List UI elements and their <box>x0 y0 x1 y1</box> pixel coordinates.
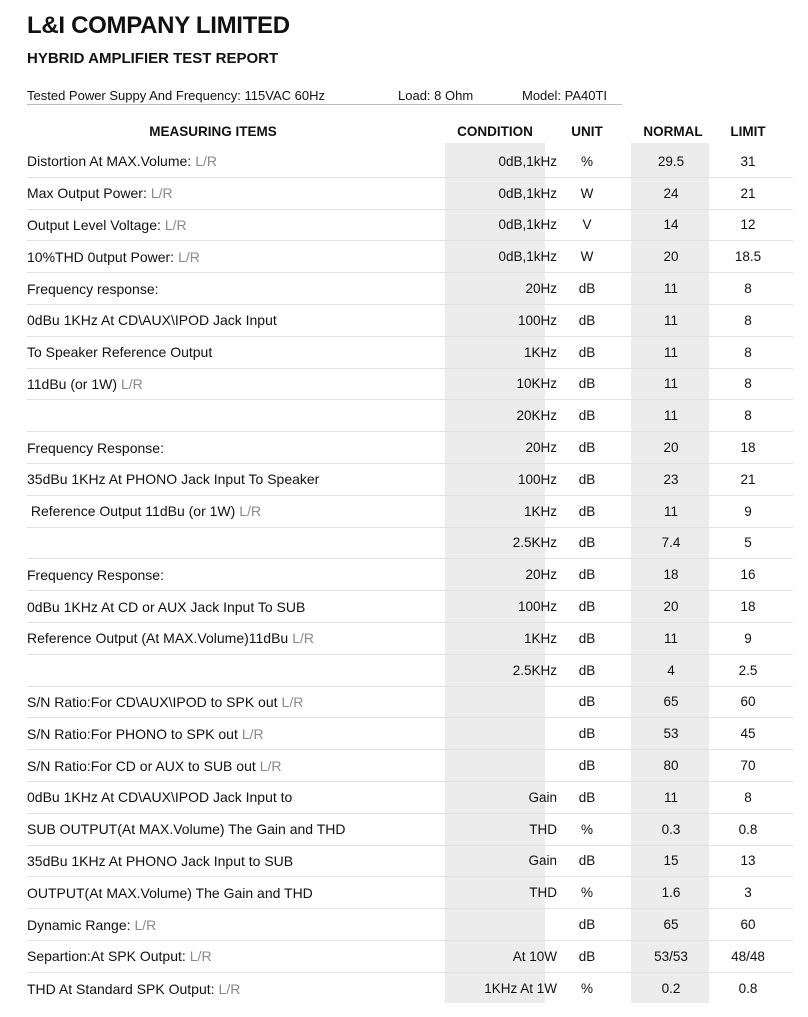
measuring-item-cell <box>27 846 445 877</box>
measuring-item-text: 11dBu (or 1W) <box>27 375 117 392</box>
table-row <box>27 146 793 178</box>
measuring-item-text: THD At Standard SPK Output: <box>27 980 215 997</box>
condition-cell <box>445 718 557 749</box>
condition-cell: 0dB,1kHz <box>498 217 557 233</box>
limit-value-cell: 9 <box>744 630 752 646</box>
limit-value-cell: 70 <box>740 758 756 774</box>
condition-cell <box>445 750 557 781</box>
condition-cell: 20KHz <box>516 408 557 424</box>
limit-value-cell: 18 <box>740 440 756 456</box>
unit-cell: dB <box>578 599 596 615</box>
unit-cell: dB <box>578 440 596 456</box>
limit-value-cell: 9 <box>744 503 752 519</box>
measuring-item-text: 35dBu 1KHz At PHONO Jack Input to SUB <box>27 852 294 869</box>
measuring-item-cell <box>27 559 445 590</box>
normal-value-cell: 11 <box>663 376 678 392</box>
normal-value-cell: 65 <box>663 694 679 710</box>
channel-lr-label: L/R <box>121 375 143 392</box>
measuring-item-cell <box>27 909 445 940</box>
normal-value-cell: 11 <box>663 789 678 805</box>
unit-cell: % <box>580 885 593 901</box>
limit-value-cell: 8 <box>744 281 752 297</box>
normal-value-cell: 20 <box>663 249 679 265</box>
normal-value-cell: 11 <box>663 312 678 328</box>
condition-cell <box>445 687 557 718</box>
measuring-item-text: Frequency Response: <box>27 439 164 456</box>
condition-cell <box>445 909 557 940</box>
measuring-item-text: To Speaker Reference Output <box>27 344 213 361</box>
measuring-item-cell <box>27 464 445 495</box>
limit-value-cell: 13 <box>740 853 756 869</box>
channel-lr-label: L/R <box>239 503 262 520</box>
measuring-item-cell <box>27 210 445 241</box>
header-limit: LIMIT <box>730 124 766 139</box>
measuring-item-cell <box>27 750 445 781</box>
channel-lr-label: L/R <box>241 725 264 742</box>
limit-value-cell: 18 <box>740 599 756 615</box>
normal-value-cell: 20 <box>663 440 679 456</box>
condition-cell: 0dB,1kHz <box>498 249 557 265</box>
normal-value-cell: 0.3 <box>661 821 681 837</box>
normal-value-cell: 7.4 <box>661 535 681 551</box>
channel-lr-label: L/R <box>292 630 315 647</box>
table-row <box>27 559 793 591</box>
limit-value-cell: 21 <box>740 185 756 201</box>
model-value: Model: PA40TI <box>522 88 608 103</box>
measuring-item-cell <box>27 496 445 527</box>
limit-value-cell: 8 <box>744 789 752 805</box>
table-row <box>27 337 793 369</box>
measuring-item-text: Distortion At MAX.Volume: <box>27 153 192 170</box>
unit-cell: dB <box>578 344 596 360</box>
measuring-item-cell <box>27 941 445 972</box>
table-row <box>27 369 793 401</box>
measuring-item-cell <box>27 814 445 845</box>
channel-lr-label: L/R <box>189 948 212 965</box>
condition-cell: 2.5KHz <box>512 535 557 551</box>
condition-cell: Gain <box>528 789 557 805</box>
measuring-item-text: SUB OUTPUT(At MAX.Volume) The Gain and THD <box>27 821 346 838</box>
condition-cell: 0dB,1kHz <box>498 185 557 201</box>
measuring-item-text: 0dBu 1KHz At CD\AUX\IPOD Jack Input to <box>27 789 293 806</box>
measuring-item-cell <box>27 687 445 718</box>
channel-lr-label: L/R <box>281 693 304 710</box>
unit-cell: dB <box>578 471 596 487</box>
measuring-item-cell <box>27 146 445 177</box>
measuring-item-cell <box>27 623 445 654</box>
measuring-item-cell <box>27 432 445 463</box>
condition-cell: 100Hz <box>517 599 557 615</box>
table-row <box>27 941 793 973</box>
company-name: L&I COMPANY LIMITED <box>27 12 290 39</box>
unit-cell: dB <box>578 376 596 392</box>
channel-lr-label: L/R <box>178 248 200 265</box>
limit-value-cell: 5 <box>744 535 752 551</box>
condition-cell: 1KHz <box>523 630 557 646</box>
limit-value-cell: 48/48 <box>731 948 765 964</box>
unit-cell: W <box>580 249 594 265</box>
condition-cell: 20Hz <box>525 567 557 583</box>
table-row <box>27 241 793 273</box>
channel-lr-label: L/R <box>150 185 173 202</box>
measuring-item-text: Max Output Power: <box>27 185 147 202</box>
table-row <box>27 814 793 846</box>
condition-cell: 10KHz <box>516 376 557 392</box>
table-row <box>27 718 793 750</box>
normal-value-cell: 23 <box>663 471 679 487</box>
measuring-item-cell <box>27 337 445 368</box>
unit-cell: dB <box>578 408 596 424</box>
measuring-item-text: OUTPUT(At MAX.Volume) The Gain and THD <box>27 884 313 901</box>
measuring-item-cell <box>27 369 445 400</box>
normal-value-cell: 11 <box>663 344 678 360</box>
normal-value-cell: 14 <box>663 217 679 233</box>
normal-value-cell: 29.5 <box>657 153 685 169</box>
table-row <box>27 782 793 814</box>
unit-cell: dB <box>578 503 596 519</box>
normal-value-cell: 11 <box>663 281 678 297</box>
load-value: Load: 8 Ohm <box>398 88 474 103</box>
table-row <box>27 909 793 941</box>
limit-value-cell: 21 <box>740 471 756 487</box>
measuring-item-cell <box>27 591 445 622</box>
table-row <box>27 432 793 464</box>
condition-cell: THD <box>529 821 557 837</box>
measuring-item-cell <box>27 305 445 336</box>
info-divider <box>27 104 622 105</box>
header-unit: UNIT <box>571 124 603 139</box>
limit-value-cell: 60 <box>740 694 756 710</box>
normal-value-cell: 80 <box>663 758 679 774</box>
unit-cell: dB <box>578 726 596 742</box>
limit-value-cell: 8 <box>744 312 752 328</box>
measuring-item-text: 0dBu 1KHz At CD or AUX Jack Input To SUB <box>27 598 306 615</box>
condition-cell: At 10W <box>512 948 557 964</box>
condition-cell: THD <box>529 885 557 901</box>
header-measuring-items: MEASURING ITEMS <box>149 124 277 139</box>
condition-cell: 20Hz <box>525 281 557 297</box>
unit-cell: % <box>580 821 593 837</box>
limit-value-cell: 0.8 <box>738 821 758 837</box>
measuring-item-text: Frequency Response: <box>27 566 164 583</box>
table-row <box>27 591 793 623</box>
channel-lr-label: L/R <box>164 216 187 233</box>
measuring-item-text: 10%THD 0utput Power: <box>27 248 175 265</box>
measuring-item-cell <box>27 400 445 431</box>
table-row <box>27 178 793 210</box>
table-row <box>27 496 793 528</box>
condition-cell: 1KHz At 1W <box>484 981 557 997</box>
report-title: HYBRID AMPLIFIER TEST REPORT <box>27 50 279 67</box>
normal-value-cell: 53 <box>663 726 679 742</box>
channel-lr-label: L/R <box>134 916 157 933</box>
table-row <box>27 305 793 337</box>
unit-cell: dB <box>578 694 596 710</box>
table-row <box>27 273 793 305</box>
measuring-item-text: S/N Ratio:For CD or AUX to SUB out <box>27 757 256 774</box>
condition-cell: 100Hz <box>517 312 557 328</box>
limit-value-cell: 8 <box>744 408 752 424</box>
table-row <box>27 623 793 655</box>
measuring-item-text: S/N Ratio:For CD\AUX\IPOD to SPK out <box>27 693 278 710</box>
unit-cell: dB <box>578 535 596 551</box>
unit-cell: dB <box>578 662 596 678</box>
limit-value-cell: 8 <box>744 376 752 392</box>
condition-cell: 100Hz <box>517 471 557 487</box>
normal-value-cell: 11 <box>663 630 678 646</box>
normal-value-cell: 1.6 <box>661 885 681 901</box>
table-row <box>27 400 793 432</box>
measuring-item-cell <box>27 241 445 272</box>
limit-value-cell: 3 <box>744 885 752 901</box>
condition-cell: Gain <box>528 853 557 869</box>
unit-cell: W <box>580 185 594 201</box>
measuring-item-cell <box>27 178 445 209</box>
measuring-item-text: Separtion:At SPK Output: <box>27 948 186 965</box>
channel-lr-label: L/R <box>195 153 217 170</box>
unit-cell: dB <box>578 948 596 964</box>
measuring-item-text: Output Level Voltage: <box>27 216 161 233</box>
normal-value-cell: 11 <box>663 408 678 424</box>
normal-value-cell: 20 <box>663 599 679 615</box>
header-condition: CONDITION <box>457 124 533 139</box>
unit-cell: dB <box>578 567 596 583</box>
measuring-item-text: Reference Output 11dBu (or 1W) <box>27 503 236 520</box>
unit-cell: dB <box>578 630 596 646</box>
normal-value-cell: 18 <box>663 567 679 583</box>
table-row <box>27 750 793 782</box>
normal-value-cell: 65 <box>663 917 679 933</box>
tested-power: Tested Power Suppy And Frequency: 115VAC 60Hz <box>27 88 325 103</box>
measuring-item-text: 35dBu 1KHz At PHONO Jack Input To Speaker <box>27 471 320 488</box>
unit-cell: dB <box>578 281 596 297</box>
channel-lr-label: L/R <box>218 980 241 997</box>
measuring-item-text: 0dBu 1KHz At CD\AUX\IPOD Jack Input <box>27 312 277 329</box>
measuring-item-text: Dynamic Range: <box>27 916 131 933</box>
measuring-item-cell <box>27 655 445 686</box>
normal-value-cell: 53/53 <box>654 948 688 964</box>
limit-value-cell: 8 <box>744 344 752 360</box>
limit-value-cell: 12 <box>740 217 756 233</box>
table-row <box>27 528 793 560</box>
table-row <box>27 687 793 719</box>
unit-cell: dB <box>578 789 596 805</box>
table-row <box>27 877 793 909</box>
condition-cell: 0dB,1kHz <box>498 153 557 169</box>
unit-cell: dB <box>578 917 596 933</box>
limit-value-cell: 16 <box>740 567 756 583</box>
normal-value-cell: 11 <box>663 503 678 519</box>
condition-cell: 20Hz <box>525 440 557 456</box>
table-row <box>27 464 793 496</box>
condition-cell: 1KHz <box>523 503 557 519</box>
table-row <box>27 973 793 1005</box>
measuring-item-cell <box>27 782 445 813</box>
limit-value-cell: 60 <box>740 917 756 933</box>
table-row <box>27 210 793 242</box>
limit-value-cell: 45 <box>740 726 756 742</box>
unit-cell: % <box>580 153 593 169</box>
unit-cell: dB <box>578 758 596 774</box>
condition-cell: 1KHz <box>523 344 557 360</box>
measuring-item-cell <box>27 273 445 304</box>
limit-value-cell: 18.5 <box>734 249 762 265</box>
normal-value-cell: 4 <box>667 662 675 678</box>
limit-value-cell: 2.5 <box>738 662 758 678</box>
table-row <box>27 655 793 687</box>
measuring-item-cell <box>27 528 445 559</box>
measuring-item-cell <box>27 973 445 1005</box>
unit-cell: dB <box>578 312 596 328</box>
channel-lr-label: L/R <box>259 757 282 774</box>
header-normal: NORMAL <box>643 124 703 139</box>
unit-cell: % <box>580 981 593 997</box>
unit-cell: dB <box>578 853 596 869</box>
normal-value-cell: 0.2 <box>661 981 681 997</box>
table-row <box>27 846 793 878</box>
measuring-item-cell <box>27 877 445 908</box>
normal-value-cell: 24 <box>663 185 679 201</box>
test-info-line <box>27 88 622 104</box>
unit-cell: V <box>582 217 592 233</box>
normal-value-cell: 15 <box>663 853 679 869</box>
measuring-item-cell <box>27 718 445 749</box>
limit-value-cell: 31 <box>740 153 756 169</box>
measuring-item-text: Frequency response: <box>27 280 159 297</box>
measuring-item-text: S/N Ratio:For PHONO to SPK out <box>27 725 238 742</box>
condition-cell: 2.5KHz <box>512 662 557 678</box>
measuring-item-text: Reference Output (At MAX.Volume)11dBu <box>27 630 289 647</box>
limit-value-cell: 0.8 <box>738 981 758 997</box>
